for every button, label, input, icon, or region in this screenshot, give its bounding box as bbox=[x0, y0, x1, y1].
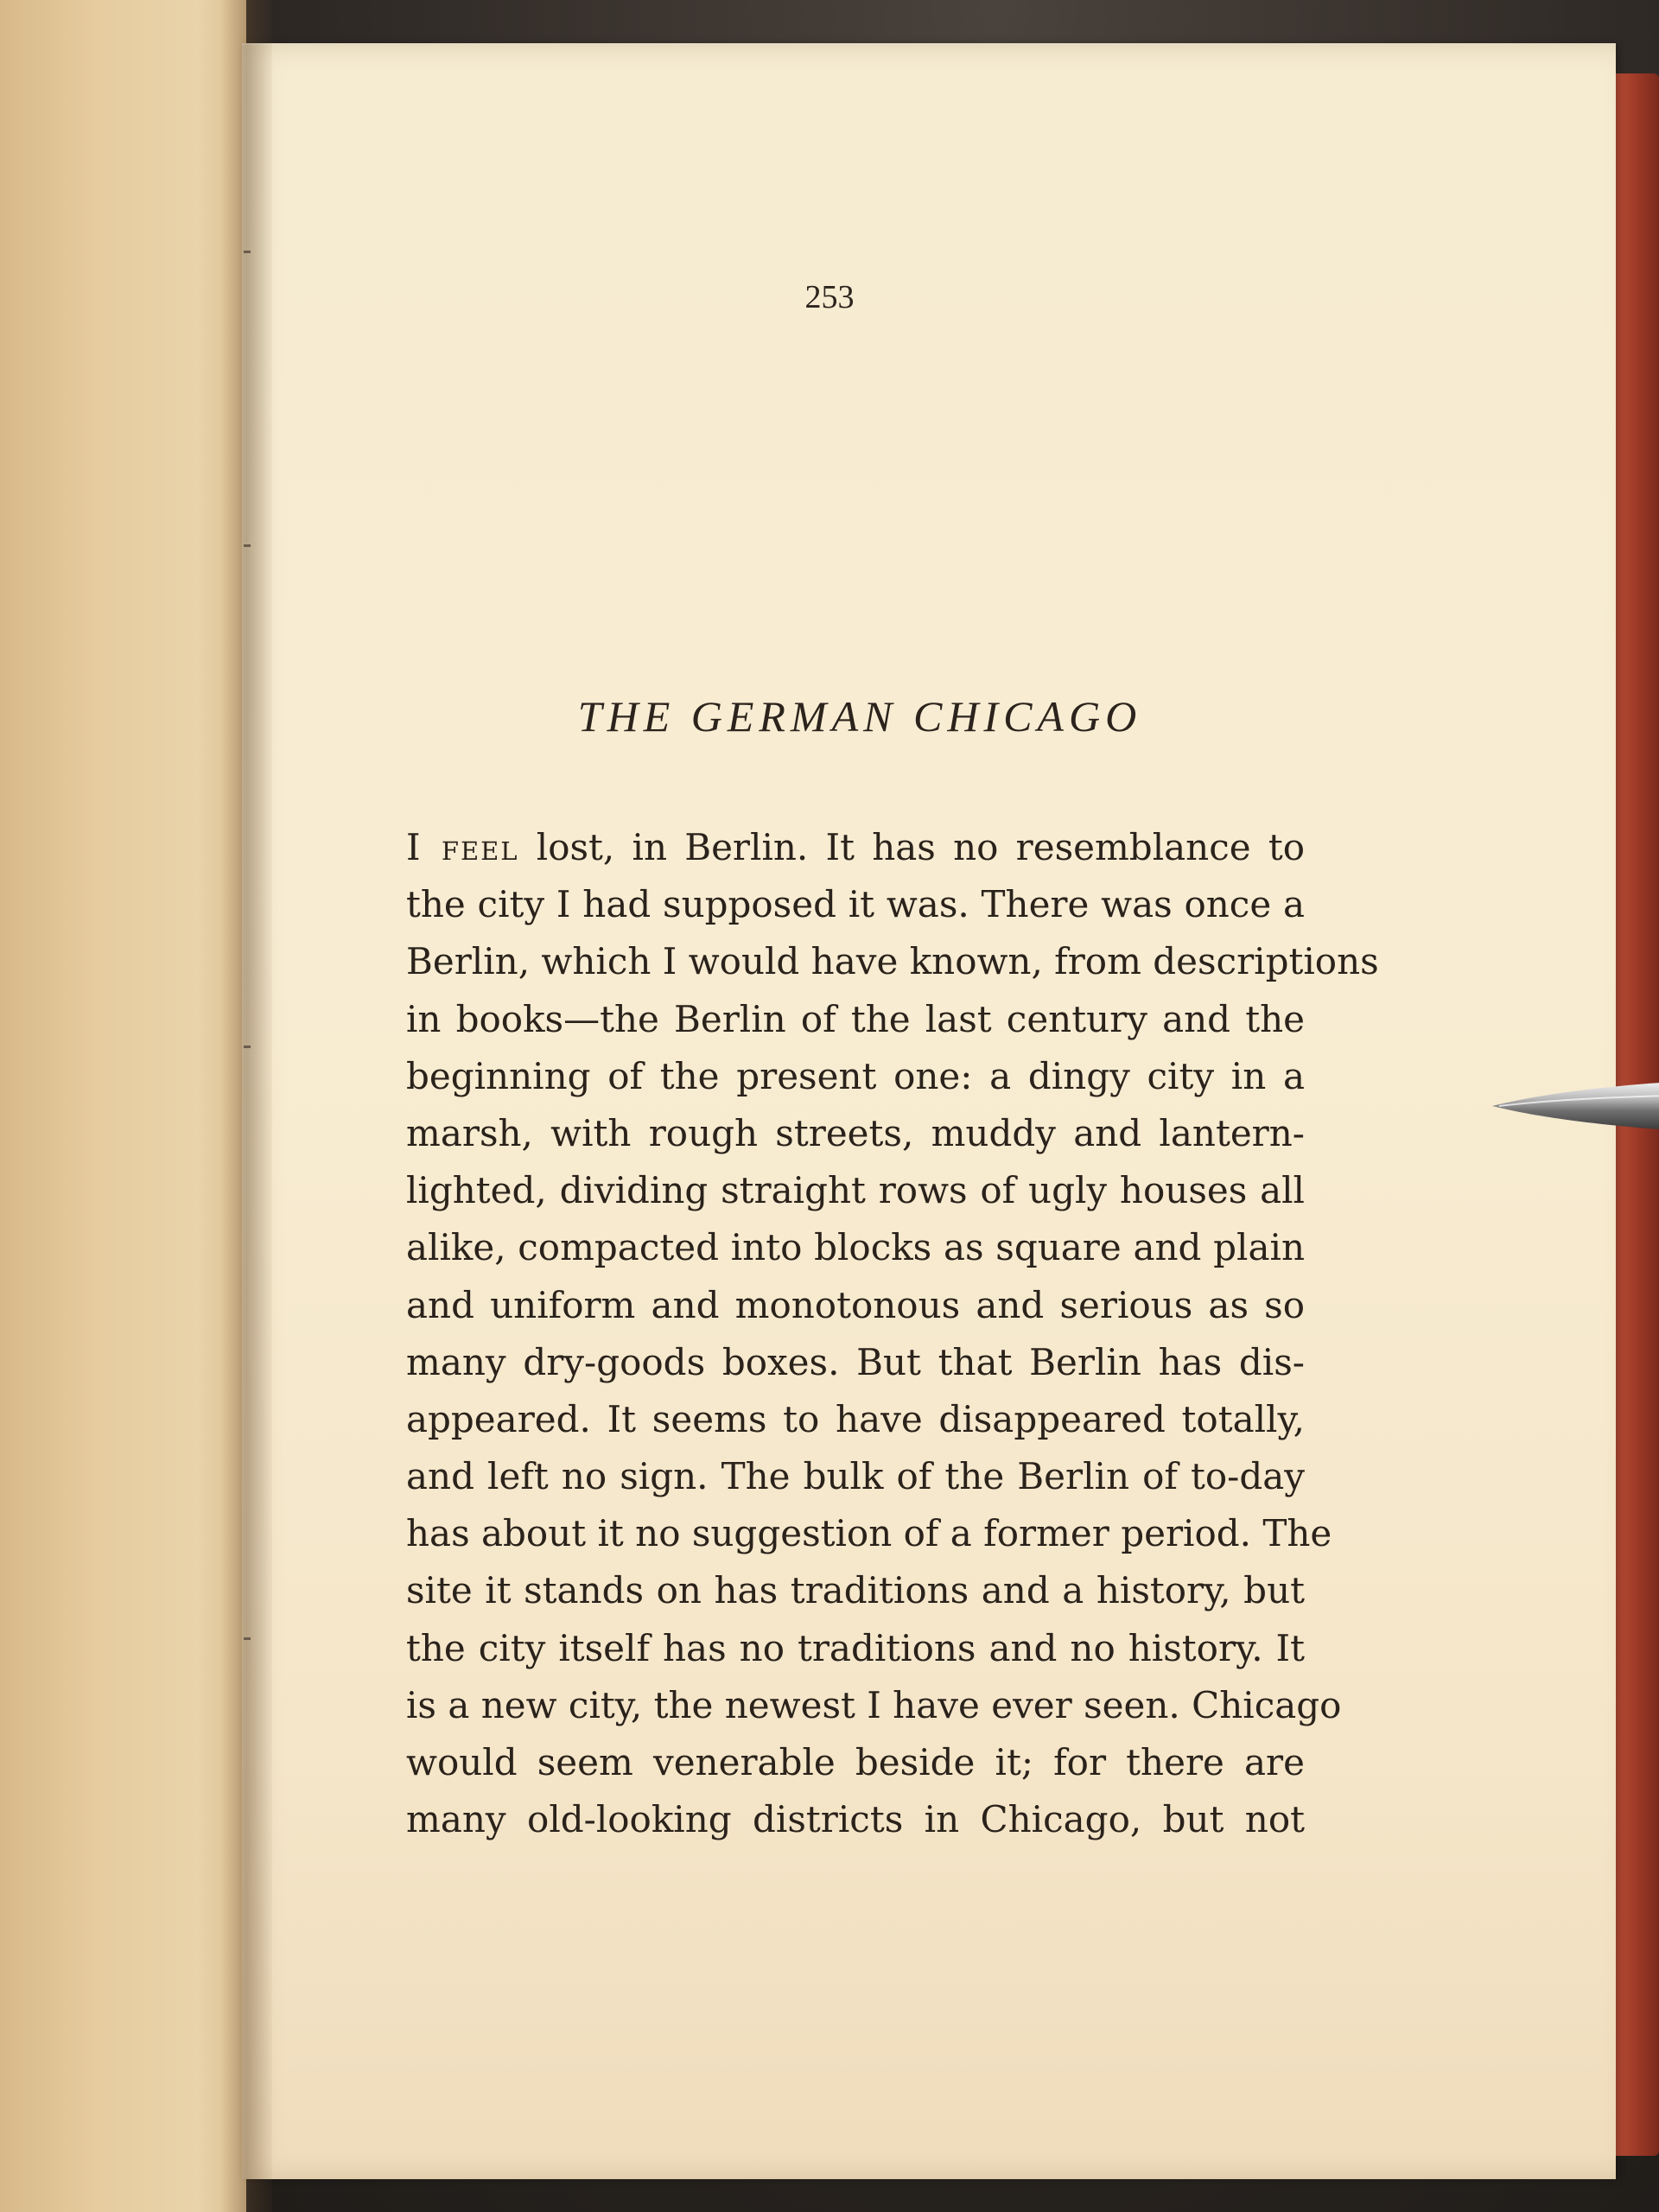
text-line: many old-looking districts in Chicago, but not bbox=[406, 1798, 1305, 1841]
text-line: the city I had supposed it was. There was once a bbox=[406, 883, 1305, 926]
text-line bbox=[406, 819, 1305, 876]
binding-nick bbox=[244, 1046, 251, 1048]
binding-nick bbox=[244, 544, 251, 547]
text-line: would seem venerable beside it; for there are bbox=[406, 1741, 1305, 1783]
text-line: alike, compacted into blocks as square and plain bbox=[406, 1226, 1305, 1269]
book-gutter bbox=[220, 0, 272, 2212]
text-line: the city itself has no traditions and no history. It bbox=[406, 1626, 1305, 1669]
text-line: in books—the Berlin of the last century and the bbox=[406, 997, 1305, 1040]
binding-nick bbox=[244, 251, 251, 253]
text-line: lighted, dividing straight rows of ugly houses all bbox=[406, 1169, 1305, 1212]
text-line: Berlin, which I would have known, from descriptions bbox=[406, 940, 1379, 983]
left-page bbox=[0, 0, 246, 2212]
opening-small-caps: I feel bbox=[406, 826, 519, 868]
pen-tip-icon bbox=[1491, 1080, 1659, 1132]
text-line: is a new city, the newest I have ever seen. Chicago bbox=[406, 1683, 1342, 1726]
text-line: and left no sign. The bulk of the Berlin of to-day bbox=[406, 1455, 1305, 1498]
binding-nick bbox=[244, 1637, 251, 1640]
text-line: many dry-goods boxes. But that Berlin has dis- bbox=[406, 1340, 1305, 1383]
text-line-rest: lost, in Berlin. It has no resemblance to bbox=[518, 826, 1305, 868]
text-line: and uniform and monotonous and serious as so bbox=[406, 1283, 1305, 1326]
page-number: 253 bbox=[804, 279, 855, 315]
text-line: has about it no suggestion of a former period. The bbox=[406, 1512, 1332, 1555]
text-line: appeared. It seems to have disappeared totally, bbox=[406, 1397, 1305, 1440]
chapter-title: THE GERMAN CHICAGO bbox=[577, 692, 1142, 741]
body-text bbox=[406, 819, 1379, 1848]
text-line: beginning of the present one: a dingy city in a bbox=[406, 1054, 1305, 1097]
text-line: marsh, with rough streets, muddy and lantern- bbox=[406, 1111, 1305, 1154]
text-line: site it stands on has traditions and a history, but bbox=[406, 1569, 1305, 1612]
